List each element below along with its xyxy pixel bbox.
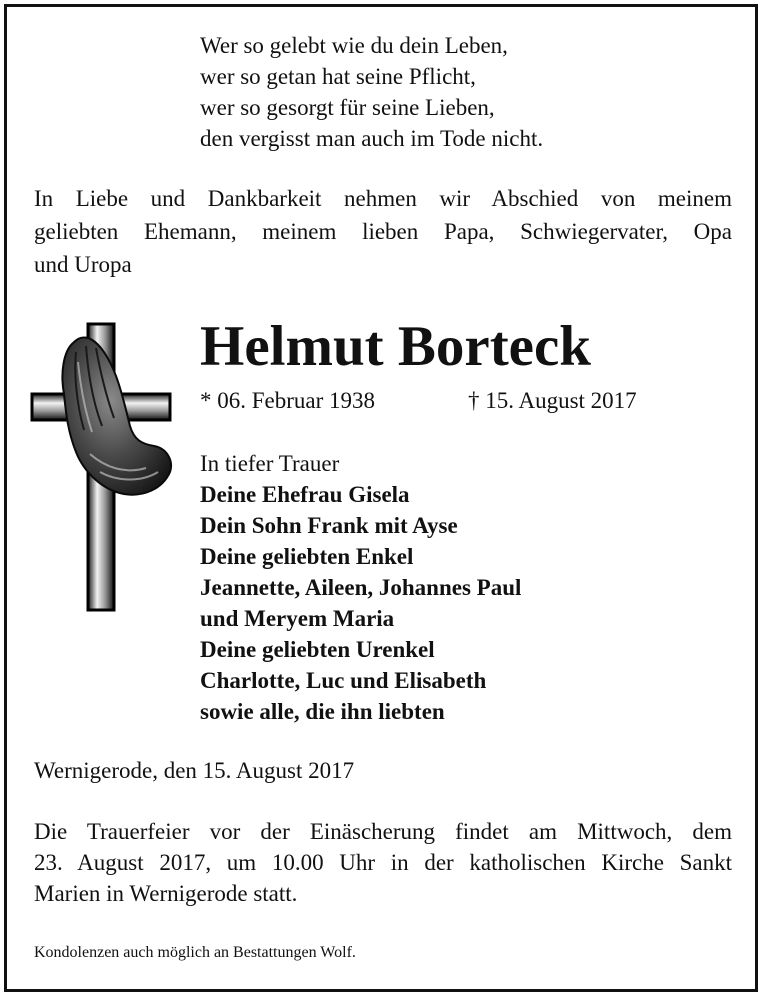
mourners-list	[200, 448, 521, 727]
intro-line: In Liebe und Dankbarkeit nehmen wir Abschied von meinem	[34, 186, 732, 211]
deceased-name: Helmut Borteck	[200, 315, 591, 378]
mourner-line: Jeannette, Aileen, Johannes Paul	[200, 575, 522, 600]
ceremony-info	[34, 816, 732, 909]
mourner-line: Dein Sohn Frank mit Ayse	[200, 513, 458, 538]
memorial-poem	[200, 30, 543, 154]
mourning-intro: In tiefer Trauer	[200, 451, 340, 476]
mourner-line: Deine geliebten Urenkel	[200, 637, 435, 662]
farewell-intro	[34, 182, 732, 281]
intro-line: und Uropa	[34, 252, 132, 277]
ceremony-line: 23. August 2017, um 10.00 Uhr in der katholischen Kirche Sankt	[34, 850, 732, 875]
condolence-note: Kondolenzen auch möglich an Bestattungen Wolf.	[34, 944, 356, 961]
place-and-date: Wernigerode, den 15. August 2017	[34, 758, 355, 783]
ceremony-line: Die Trauerfeier vor der Einäscherung findet am Mittwoch, dem	[34, 819, 732, 844]
poem-line: wer so getan hat seine Pflicht,	[200, 64, 476, 89]
birth-date: * 06. Februar 1938	[200, 388, 376, 413]
ceremony-line: Marien in Wernigerode statt.	[34, 881, 298, 906]
death-date: † 15. August 2017	[468, 388, 637, 413]
mourner-line: Deine Ehefrau Gisela	[200, 482, 410, 507]
cross-with-praying-hands-icon	[30, 322, 180, 612]
poem-line: den vergisst man auch im Tode nicht.	[200, 126, 544, 151]
poem-line: Wer so gelebt wie du dein Leben,	[200, 33, 508, 58]
intro-line: geliebten Ehemann, meinem lieben Papa, Schwiegervater, Opa	[34, 219, 732, 244]
mourner-line: Charlotte, Luc und Elisabeth	[200, 668, 487, 693]
mourner-line: sowie alle, die ihn liebten	[200, 699, 445, 724]
mourner-line: und Meryem Maria	[200, 606, 395, 631]
mourner-line: Deine geliebten Enkel	[200, 544, 414, 569]
poem-line: wer so gesorgt für seine Lieben,	[200, 95, 495, 120]
